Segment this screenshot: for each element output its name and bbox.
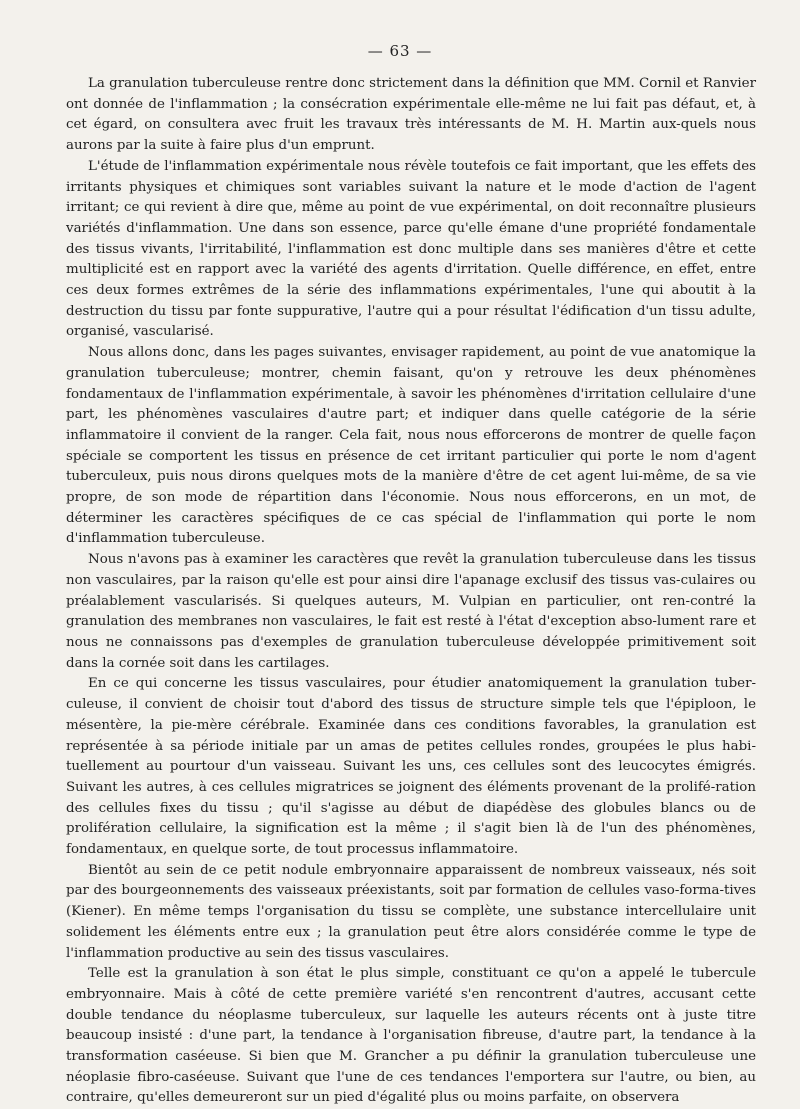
paragraph: Bientôt au sein de ce petit nodule embryonnaire apparaissent de nombreux vaisseaux, nés soit par des bourgeonnements des vaisseaux préexistants, soit par formation de cellules vaso-forma-tives (Kiener). En même temps l'organisation du tissu se complète, une substance intercellulaire unit solidement les éléments entre eux ; la granulation peut être alors considérée comme le type de l'inflammation productive au sein des tissus vasculaires. bbox=[66, 862, 756, 961]
page-number: — 63 — bbox=[367, 42, 433, 60]
paragraph: La granulation tuberculeuse rentre donc strictement dans la définition que MM. Cornil et Ranvier ont donnée de l'inflammation ; la consécration expérimentale elle-même ne lui fait pas défaut, et, à cet égard, on consultera avec fruit les travaux très intéressants de M. H. Martin aux-quels nous aurons par la suite à faire plus d'un emprunt. bbox=[66, 76, 756, 154]
paragraph: Nous n'avons pas à examiner les caractères que revêt la granulation tuberculeuse dans les tissus non vasculaires, par la raison qu'elle est pour ainsi dire l'apanage exclusif des tissus vas-culaires ou préalablement vascularisés. Si quelques auteurs, M. Vulpian en particulier, ont ren-contré la granulation des membranes non vasculaires, le fait est resté à l'état d'exception abso-lument rare et nous ne connaissons pas d'exemples de granulation tuberculeuse développée primitivement soit dans la cornée soit dans les cartilages. bbox=[66, 552, 756, 671]
paragraph: Nous allons donc, dans les pages suivantes, envisager rapidement, au point de vue anatomique la granulation tuberculeuse; montrer, chemin faisant, qu'on y retrouve les deux phénomènes fondamentaux de l'inflammation expérimentale, à savoir les phénomènes d'irritation cellulaire d'une part, les phénomènes vasculaires d'autre part; et indiquer dans quelle catégorie de la série inflammatoire il convient de la ranger. Cela fait, nous nous efforcerons de montrer de quelle façon spéciale se comportent les tissus en présence de cet irritant particulier qui porte le nom d'agent tuberculeux, puis nous dirons quelques mots de la manière d'être de cet agent lui-même, de sa vie propre, de son mode de répartition dans l'économie. Nous nous efforcerons, en un mot, de déterminer les caractères spécifiques de ce cas spécial de l'inflammation qui porte le nom d'inflammation tuberculeuse. bbox=[66, 345, 756, 547]
paragraph: L'étude de l'inflammation expérimentale nous révèle toutefois ce fait important, que les effets des irritants physiques et chimiques sont variables suivant la nature et le mode d'action de l'agent irritant; ce qui revient à dire que, même au point de vue expérimental, on doit reconnaître plusieurs variétés d'inflammation. Une dans son essence, parce qu'elle émane d'une propriété fondamentale des tissus vivants, l'irritabilité, l'inflammation est donc multiple dans ses manières d'être et cette multiplicité est en rapport avec la variété des agents d'irritation. Quelle différence, en effet, entre ces deux formes extrêmes de la série des inflammations expérimentales, l'une qui aboutit à la destruction du tissu par fonte suppurative, l'autre qui a pour résultat l'édification d'un tissu adulte, organisé, vascularisé. bbox=[66, 158, 756, 340]
paragraph: Telle est la granulation à son état le plus simple, constituant ce qu'on a appelé le tubercule embryonnaire. Mais à côté de cette première variété s'en rencontrent d'autres, accusant cette double tendance du néoplasme tuberculeux, sur laquelle les auteurs récents ont à juste titre beaucoup insisté : d'une part, la tendance à l'organisation fibreuse, d'autre part, la tendance à la transformation caséeuse. Si bien que M. Grancher a pu définir la granulation tuberculeuse une néoplasie fibro-caséeuse. Suivant que l'une de ces tendances l'emportera sur l'autre, ou bien, au contraire, qu'elles demeureront sur un pied d'égalité plus ou moins parfaite, on observera bbox=[66, 966, 756, 1106]
paragraph: En ce qui concerne les tissus vasculaires, pour étudier anatomiquement la granulation tuber-culeuse, il convient de choisir tout d'abord des tissus de structure simple tels que l'épiploon, le mésentère, la pie-mère cérébrale. Examinée dans ces conditions favorables, la granulation est représentée à sa période initiale par un amas de petites cellules rondes, groupées le plus habi-tuellement au pourtour d'un vaisseau. Suivant les uns, ces cellules sont des leucocytes émigrés. Suivant les autres, à ces cellules migratrices se joignent des éléments provenant de la prolifé-ration des cellules fixes du tissu ; qu'il s'agisse au début de diapédèse des globules blancs ou de prolifération cellulaire, la signification est la même ; il s'agit bien là de l'un des phénomènes, fondamentaux, en quelque sorte, de tout processus inflammatoire. bbox=[66, 676, 756, 858]
body-text bbox=[66, 74, 756, 1109]
